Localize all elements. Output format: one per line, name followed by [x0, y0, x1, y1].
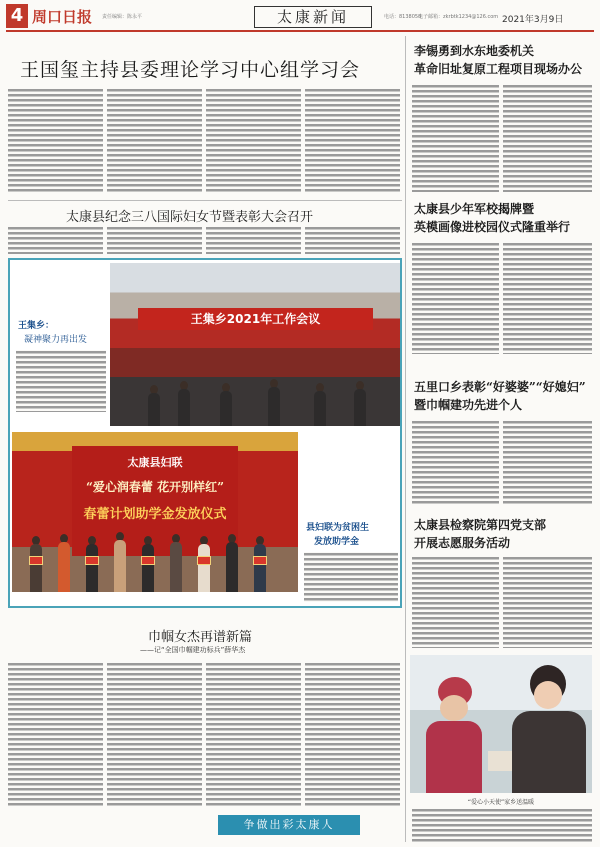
right-article-3-title-line2: 暨巾帼建功先进个人: [414, 398, 523, 412]
article-2-text-col2: [107, 226, 202, 254]
article-3-text: [16, 350, 106, 412]
section-title: 太康新闻: [254, 6, 372, 28]
article-5-text-col2: [107, 662, 202, 807]
paper-name: 周口日报: [32, 8, 93, 26]
article-5-text-col1: [8, 662, 103, 807]
ceremony-banner: [72, 446, 238, 556]
column-divider: [405, 36, 406, 842]
care-visit-photo: [410, 655, 592, 793]
scholarship-ceremony-photo: [12, 432, 298, 592]
banner-event: 春蕾计划助学金发放仪式: [83, 507, 227, 522]
editor-line: 责任编辑：陈永平: [102, 14, 143, 20]
article-5-title: 巾帼女杰再谱新篇: [148, 630, 253, 645]
article-4-text: [304, 552, 398, 602]
right-article-2-text-col1: [412, 242, 499, 354]
email: 电子邮箱：zkrbtk1234@126.com: [418, 14, 499, 20]
care-visit-caption: “爱心小天使”家乡送温暖: [467, 799, 535, 806]
hotline: 电话：8138058: [384, 14, 422, 20]
article-5-text-col4: [305, 662, 400, 807]
right-article-4-title-line2: 开展志愿服务活动: [414, 536, 511, 550]
banner-slogan: “爱心润春蕾 花开别样红”: [86, 480, 224, 494]
article-4-title: 县妇联为贫困生: [306, 523, 370, 533]
right-article-1-text-col2: [503, 84, 592, 192]
right-article-2-title: 太康县少年军校揭牌暨: [414, 202, 535, 216]
article-3-subtitle: 凝神聚力再出发: [24, 335, 88, 345]
work-conference-photo: [110, 263, 400, 426]
care-visit-text: [412, 808, 592, 842]
issue-date: 2021年3月9日: [502, 15, 564, 25]
right-article-4-text-col1: [412, 556, 499, 648]
right-article-1-text-col1: [412, 84, 499, 192]
right-article-1-title-line2: 革命旧址复原工程项目现场办公: [414, 62, 583, 76]
right-article-1-title: 李锡勇到水东地委机关: [414, 44, 535, 58]
article-1-text-col1: [8, 88, 103, 194]
divider: [8, 200, 402, 201]
right-article-3-text-col2: [503, 420, 592, 506]
masthead: [6, 4, 594, 32]
article-2-text-col4: [305, 226, 400, 254]
footer-slogan: 争做出彩太康人: [218, 815, 360, 835]
article-5-subtitle: ——记“全国巾帼建功标兵”薛华杰: [140, 646, 246, 654]
article-1-text-col4: [305, 88, 400, 194]
right-article-4-title: 太康县检察院第四党支部: [414, 518, 547, 532]
article-1-text-col2: [107, 88, 202, 194]
right-article-2-title-line2: 英模画像进校园仪式隆重举行: [414, 220, 571, 234]
right-article-2-text-col2: [503, 242, 592, 354]
conference-banner: 王集乡2021年工作会议: [138, 308, 373, 330]
article-5-text-col3: [206, 662, 301, 807]
right-article-4-text-col2: [503, 556, 592, 648]
article-1-title: 王国玺主持县委理论学习中心组学习会: [20, 59, 361, 81]
right-article-3-title: 五里口乡表彰“好婆婆”“好媳妇”: [414, 380, 586, 394]
banner-org: 太康县妇联: [127, 456, 183, 469]
article-2-text-col1: [8, 226, 103, 254]
article-2-title: 太康县纪念三八国际妇女节暨表彰大会召开: [66, 210, 314, 225]
article-1-text-col3: [206, 88, 301, 194]
right-article-3-text-col1: [412, 420, 499, 506]
article-2-text-col3: [206, 226, 301, 254]
article-3-title: 王集乡：: [18, 321, 55, 331]
article-4-title-line2: 发放助学金: [314, 537, 360, 547]
page-number: 4: [6, 4, 28, 28]
